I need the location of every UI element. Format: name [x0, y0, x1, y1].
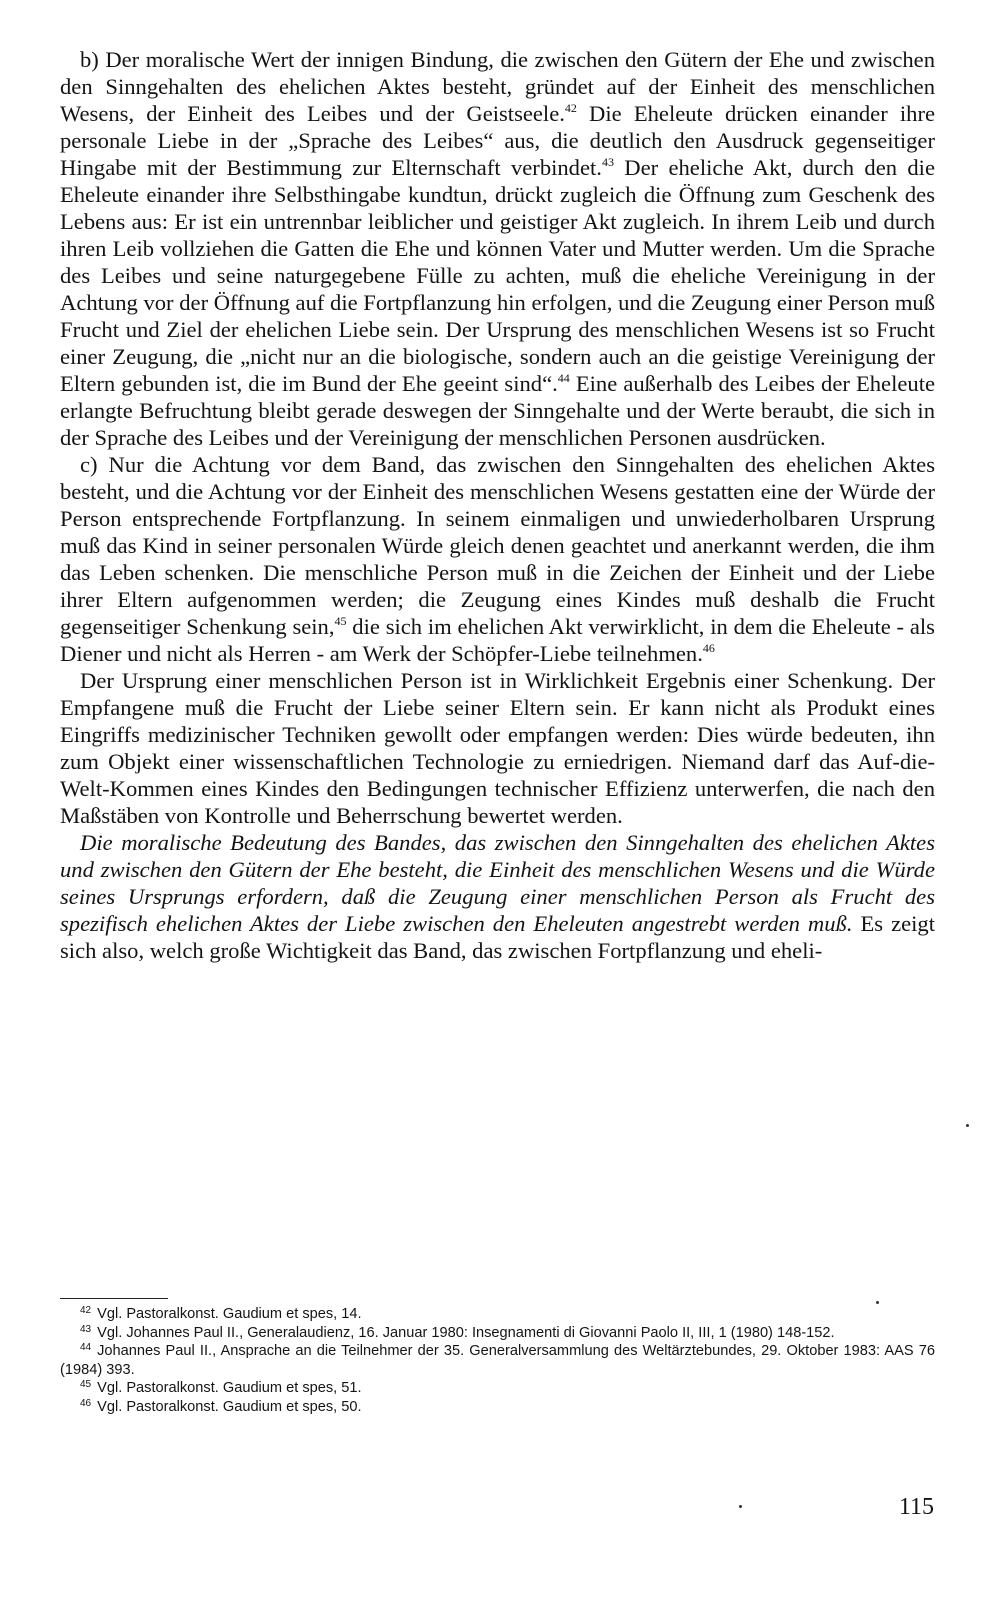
body-text [60, 46, 935, 964]
footnote-text: Vgl. Pastoralkonst. Gaudium et spes, 14. [97, 1306, 362, 1322]
print-speck [966, 1124, 969, 1127]
page-number: 115 [898, 1494, 934, 1520]
footnote-number: 46 [80, 1397, 92, 1409]
footnote-ref: 46 [702, 641, 715, 655]
footnotes [60, 1305, 935, 1417]
text-run: Die Eheleute drücken einander ihre personale Liebe in der „Sprache des Leibes“ aus, die deutlich den Ausdruck gegenseitiger Hingabe mit der Bestimmung zur Elternschaft verbindet. [60, 101, 935, 180]
footnote-43 [60, 1324, 935, 1343]
text-run: Der Ursprung einer menschlichen Person ist in Wirklichkeit Ergebnis einer Schenkung. Der Empfangene muß die Frucht der Liebe seiner Eltern sein. Er kann nicht als Produkt eines Eingriffs medizinischer Techniken gewollt oder empfangen werden: Dies würde bedeuten, ihn zum Objekt einer wissenschaftlichen Technologie zu erniedrigen. Niemand darf das Auf-die-Welt-Kommen eines Kindes den Bedingungen technischer Effizienz unterwerfen, die nach den Maßstäben von Kontrolle und Beherrschung bewertet werden. [60, 668, 935, 828]
footnote-text: Vgl. Pastoralkonst. Gaudium et spes, 51. [97, 1380, 362, 1397]
paragraph-c [60, 451, 935, 667]
paragraph-b [60, 46, 935, 451]
paragraph-d [60, 667, 935, 829]
footnote-ref: 44 [557, 371, 570, 385]
footnote-separator [60, 1298, 168, 1299]
print-speck [739, 1505, 742, 1508]
print-speck [876, 1301, 879, 1304]
footnote-text: Vgl. Pastoralkonst. Gaudium et spes, 50. [97, 1398, 362, 1415]
footnote-text: Vgl. Johannes Paul II., Generalaudienz, 16. Januar 1980: Insegnamenti di Giovanni Paolo II, III, 1 (1980) 148-152. [97, 1324, 835, 1341]
footnote-ref: 43 [601, 155, 614, 169]
text-run: Eine außerhalb des Leibes der Eheleute erlangte Befruchtung bleibt gerade deswegen der Sinngehalte und der Werte beraubt, die sich in der Sprache des Leibes und der Vereinigung der menschlichen Personen ausdrücken. [60, 371, 935, 450]
footnote-46 [60, 1398, 935, 1417]
emphasized-text: Die moralische Bedeutung des Bandes, das zwischen den Sinngehalten des ehelichen Aktes und zwischen den Gütern der Ehe besteht, die Einheit des menschlichen Wesens und die Würde seines Ursprungs erfordern, daß die Zeugung einer menschlichen Person als Frucht des spezifisch ehelichen Aktes der Liebe zwischen den Eheleuten angestrebt werden muß. [60, 830, 935, 936]
text-run: die sich im ehelichen Akt verwirklicht, in dem die Eheleute - als Diener und nicht als Herren - am Werk der Schöpfer-Liebe teilnehmen. [60, 614, 935, 666]
paragraph-e [60, 829, 935, 964]
text-run: Es zeigt sich also, welch große Wichtigkeit das Band, das zwischen Fortpflanzung und eheli- [60, 911, 935, 963]
footnote-number: 44 [80, 1342, 92, 1354]
footnote-44 [60, 1342, 935, 1379]
text-run: c) Nur die Achtung vor dem Band, das zwischen den Sinngehalten des ehelichen Aktes besteht, und die Achtung vor der Einheit des menschlichen Wesens gestatten eine der Würde der Person entsprechende Fortpflanzung. In seinem einmaligen und unwiederholbaren Ursprung muß das Kind in seiner personalen Würde gleich denen geachtet und anerkannt werden, die ihm das Leben schenken. Die menschliche Person muß in die Zeichen der Einheit und der Liebe ihrer Eltern aufgenommen werden; die Zeugung eines Kindes muß deshalb die Frucht gegenseitiger Schenkung sein, [60, 452, 935, 639]
footnote-42 [60, 1305, 935, 1324]
footnote-text: Johannes Paul II., Ansprache an die Teilnehmer der 35. Generalversammlung des Weltärztebundes, 29. Oktober 1983: AAS 76 (1984) 393. [60, 1343, 935, 1378]
footnote-number: 45 [80, 1379, 92, 1391]
footnote-ref: 42 [564, 101, 577, 115]
footnote-number: 43 [80, 1323, 92, 1335]
text-run: b) Der moralische Wert der innigen Bindung, die zwischen den Gütern der Ehe und zwischen den Sinngehalten des ehelichen Aktes besteht, gründet auf der Einheit des menschlichen Wesens, der Einheit des Leibes und der Geistseele. [60, 47, 935, 126]
footnote-number: 42 [80, 1305, 92, 1316]
footnote-45 [60, 1379, 935, 1398]
text-run: Der eheliche Akt, durch den die Eheleute einander ihre Selbsthingabe kundtun, drückt zugleich die Öffnung zum Geschenk des Lebens aus: Er ist ein untrennbar leiblicher und geistiger Akt zugleich. In ihrem Leib und durch ihren Leib vollziehen die Gatten die Ehe und können Vater und Mutter werden. Um die Sprache des Leibes und seine naturgegebene Fülle zu achten, muß die eheliche Vereinigung in der Achtung vor der Öffnung auf die Fortpflanzung hin erfolgen, und die Zeugung einer Person muß Frucht und Ziel der ehelichen Liebe sein. Der Ursprung des menschlichen Wesens ist so Frucht einer Zeugung, die „nicht nur an die biologische, sondern auch an die geistige Vereinigung der Eltern gebunden ist, die im Bund der Ehe geeint sind“. [60, 155, 935, 396]
footnote-ref: 45 [334, 614, 347, 628]
